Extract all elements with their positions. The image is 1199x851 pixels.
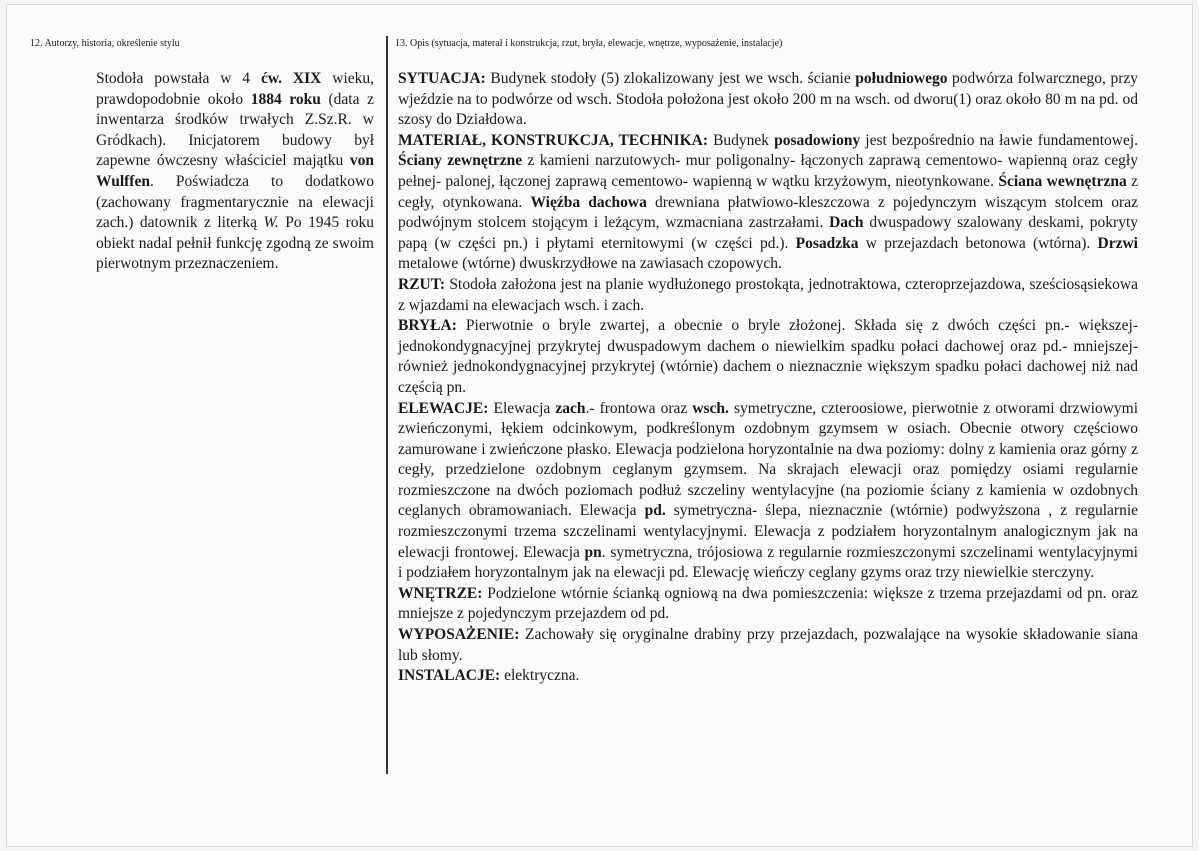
section-heading: WYPOSAŻENIE: — [398, 626, 520, 644]
bold-term: Dach — [829, 214, 864, 232]
section-heading: WNĘTRZE: — [398, 584, 483, 602]
section-wnetrze — [398, 584, 1138, 625]
section-text: Budynek stodoły (5) zlokalizowany jest we wsch. ścianie — [485, 70, 856, 87]
description-section — [398, 69, 1138, 687]
section-text: symetryczna- ślepa, nieznacznie (wtórnie) podwyższona , z regularnie rozmieszczonymi trzema szczelinami wentylacyjnymi. Elewacja z podziałem horyzontalnym analogicznym jak na elewacji frontowej. Elewacja — [398, 502, 1139, 561]
section-text: .- frontowa oraz — [585, 399, 693, 417]
section-sytuacja — [398, 69, 1138, 131]
section-heading: ELEWACJE: — [398, 399, 489, 417]
column-divider — [386, 36, 388, 774]
section-text: jest bezpośrednio na ławie fundamentowej. — [860, 131, 1139, 149]
section-text: w przejazdach betonowa (wtórna). — [858, 234, 1098, 252]
section-material — [398, 131, 1138, 275]
bold-term: Drzwi — [1097, 234, 1138, 252]
section-text: Zachowały się oryginalne drabiny przy przejazdach, pozwalające na wysokie składowanie siana lub słomy. — [398, 626, 1138, 664]
section-text: z cegły, otynkowana. — [398, 172, 1138, 211]
section-text: Budynek — [708, 131, 775, 149]
right-column-header: 13. Opis (sytuacja, materał i konstrukcja, rzut, bryła, elewacje, wnętrze, wyposażenie, instalacje) — [395, 38, 783, 49]
history-bold-century: ćw. XIX — [260, 70, 322, 87]
section-text: z kamieni narzutowych- mur poligonalny- łączonych zaprawą cementowo- wapienną oraz cegły pełnej- palonej, łączonej zaprawą cementowo- wapienną w wątku krzyżowym, nieotynkowane. — [398, 152, 1138, 190]
section-heading: BRYŁA: — [398, 317, 457, 335]
history-text: Po 1945 roku obiekt nadal pełnił funkcję zgodną ze swoim pierwotnym przeznaczeniem. — [96, 214, 374, 273]
bold-term: zach — [555, 399, 586, 417]
bold-term: południowego — [855, 70, 948, 87]
section-heading: INSTALACJE: — [398, 667, 501, 685]
history-bold-year: 1884 roku — [250, 90, 321, 108]
bold-term: Więźba dachowa — [530, 193, 647, 211]
section-text: . symetryczna, trójosiowa z regularnie rozmieszczonymi szczelinami wentylacyjnymi i podziałem horyzontalnym jak na elewacji pd. Elewację wieńczy ceglany gzyms oraz trzy niewielkie sterczyny. — [398, 543, 1138, 582]
section-text: symetryczne, czteroosiowe, pierwotnie z otworami drzwiowymi zwieńczonymi, łękiem odcinkowym, podkreślonym ozdobnym gzymsem w osiach. Obecnie otwory częściowo zamurowane i zwieńczone płasko. Elewacja podzielona horyzontalnie na dwa poziomy: dolny z kamienia oraz górny z cegły, przedzielone ozdobnym ceglanym gzymsem. Na skrajach elewacji oraz pomiędzy osiami regularnie rozmieszczone na dwóch poziomach podłuż szczeliny wentylacyjne (na poziomie ściany z kamienia w ozdobnych ceglanych obramowaniach. Elewacja — [398, 399, 1138, 520]
bold-term: Posadzka — [795, 234, 859, 252]
history-text: wieku, prawdopodobnie około — [96, 70, 374, 108]
section-instalacje — [398, 666, 1138, 687]
left-column-header: 12. Autorzy, historia, określenie stylu — [30, 38, 180, 49]
section-text: Podzielone wtórnie ścianką ogniową na dwa pomieszczenia: większe z trzema przejazdami od pn. oraz mniejsze z pojedynczym przejazdem od pd. — [398, 584, 1138, 623]
history-paragraph — [96, 69, 374, 275]
section-elewacje — [398, 399, 1138, 584]
section-text: podwórza folwarcznego, przy wjeździe na to podwórze od wsch. Stodoła położona jest około 200 m na wsch. od dworu(1) oraz około 80 m na pd. od szosy do Działdowa. — [398, 70, 1138, 129]
bold-term: Ściany zewnętrzne — [398, 152, 523, 170]
section-text: Stodoła założona jest na planie wydłużonego prostokąta, jednotraktowa, czteroprzejazdowa, sześciosąsiekowa z wjazdami na elewacjach wsch. i zach. — [398, 275, 1138, 314]
bold-term: posadowiony — [774, 131, 861, 149]
history-bold-owner: von Wulffen — [96, 152, 374, 190]
section-wyposazenie — [398, 625, 1138, 666]
history-italic-letter: W. — [263, 214, 279, 232]
section-text: Elewacja — [488, 399, 556, 417]
section-bryla — [398, 316, 1138, 398]
history-text: Stodoła powstała w 4 — [96, 70, 261, 87]
section-text: drewniana płatwiowo-kleszczowa z pojedynczym wiszącym stolcem oraz podwójnym stolcem stojącym i leżącym, wzmacniana zastrzałami. — [398, 193, 1138, 232]
history-text: . Poświadcza to dodatkowo (zachowany fragmentarycznie na elewacji zach.) datownik z literką — [96, 172, 374, 232]
section-heading: RZUT: — [398, 275, 446, 293]
section-text: metalowe (wtórne) dwuskrzydłowe na zawiasach czopowych. — [398, 255, 782, 273]
section-text: dwuspadowy szalowany deskami, pokryty papą (w części pn.) i płytami eternitowymi (w części pd.). — [398, 214, 1139, 252]
bold-term: pd. — [644, 502, 666, 520]
bold-term: wsch. — [692, 399, 729, 417]
history-text: (data z inwentarza środków trwałych Z.Sz.R. w Gródkach). Inicjatorem budowy był zapewne ówczesny właściciel majątku — [96, 90, 374, 170]
history-section — [96, 69, 374, 275]
section-heading: SYTUACJA: — [398, 70, 486, 87]
bold-term: Ściana wewnętrzna — [998, 172, 1127, 190]
section-heading: MATERIAŁ, KONSTRUKCJA, TECHNIKA: — [398, 131, 709, 149]
bold-term: pn — [584, 543, 602, 561]
section-text: elektryczna. — [500, 667, 580, 685]
section-rzut — [398, 275, 1138, 316]
section-text: Pierwotnie o bryle zwartej, a obecnie o bryle złożonej. Składa się z dwóch części pn.- większej-jednokondygnacyjnej przykrytej dwuspadowym dachem o niewielkim spadku połaci dachowej oraz pd.- mniejszej- również jednokondygnacyjnej przykrytej (wtórnie) dachem o nieznacznie większym spadku połaci dachowej niż nad częścią pn. — [398, 317, 1138, 396]
